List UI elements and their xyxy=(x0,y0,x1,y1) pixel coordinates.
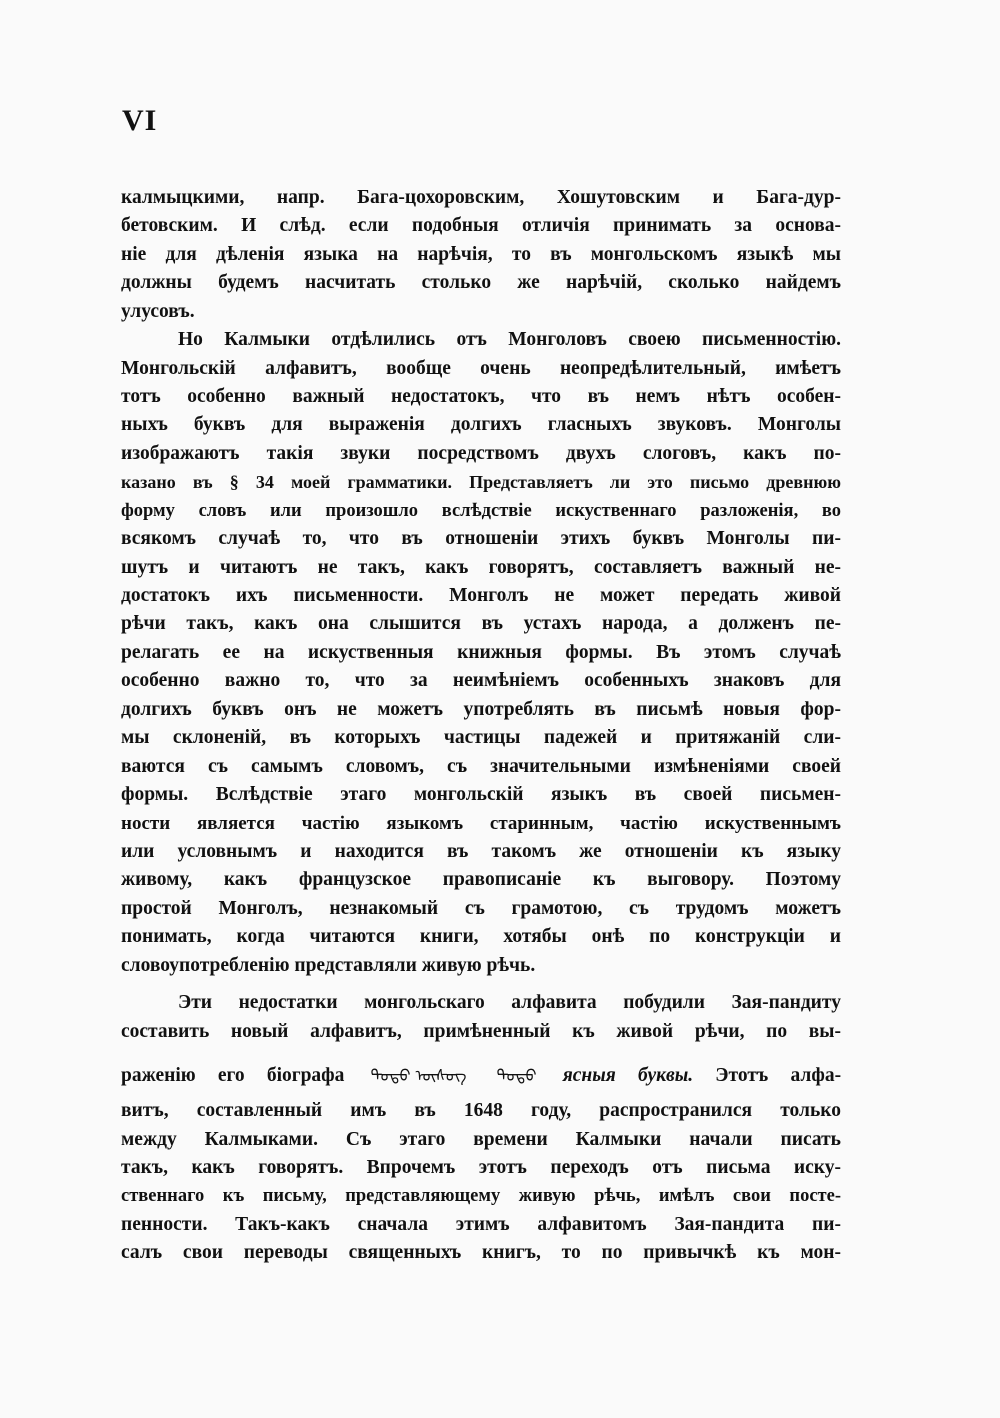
mongolian-script-small: ᠲᠣᠳᠣ xyxy=(496,1066,537,1085)
italic-text: ясныя буквы. xyxy=(562,1065,694,1086)
text-line: ваются съ самымъ словомъ, съ значительными измѣненіями своей xyxy=(121,756,841,777)
text-line: Монгольскій алфавитъ, вообще очень неопредѣлительный, имѣетъ xyxy=(121,358,841,379)
text-line: Но Калмыки отдѣлились отъ Монголовъ своею письменностію. xyxy=(178,329,841,350)
page-number: VI xyxy=(122,104,158,137)
text-line-with-mongol-script xyxy=(121,1064,841,1088)
mongolian-script: ᠲᠣᠳᠣ ᠦᠰᠦᠭ xyxy=(370,1066,467,1085)
text-line: ности является частію языкомъ старинным, частію искуственнымъ xyxy=(121,813,841,834)
text-line: живому, какъ французское правописаніе къ выговору. Поэтому xyxy=(121,869,841,890)
text-line: всякомъ случаѣ то, что въ отношеніи этихъ буквъ Монголы пи- xyxy=(121,528,841,549)
text-line: улусовъ. xyxy=(121,301,195,322)
text-line: Эти недостатки монгольскаго алфавита побудили Зая-пандиту xyxy=(178,992,841,1013)
text-line: изображаютъ такія звуки посредствомъ двухъ слоговъ, какъ по- xyxy=(121,443,841,464)
text-line: ніе для дѣленія языка на нарѣчія, то въ монгольскомъ языкѣ мы xyxy=(121,244,841,265)
text-line: между Калмыками. Съ этаго времени Калмыки начали писать xyxy=(121,1129,841,1150)
text-line: пенности. Такъ-какъ сначала этимъ алфавитомъ Зая-пандита пи- xyxy=(121,1214,841,1235)
text-line: витъ, составленный имъ въ 1648 году, распространился только xyxy=(121,1100,841,1121)
text-line: или условнымъ и находится въ такомъ же отношеніи къ языку xyxy=(121,841,841,862)
text-line: составить новый алфавитъ, примѣненный къ живой рѣчи, по вы- xyxy=(121,1021,841,1042)
text-line: ственнаго къ письму, представляющему живую рѣчь, имѣлъ свои посте- xyxy=(121,1186,841,1206)
text-line: понимать, когда читаются книги, хотябы онѣ по конструкціи и xyxy=(121,926,841,947)
text-line: простой Монголъ, незнакомый съ грамотою, съ трудомъ можетъ xyxy=(121,898,841,919)
text-line: релагать ее на искуственныя книжныя формы. Въ этомъ случаѣ xyxy=(121,642,841,663)
text-line: салъ свои переводы священныхъ книгъ, то по привычкѣ къ мон- xyxy=(121,1242,841,1263)
text-line: калмыцкими, напр. Бага-цохоровским, Хошутовским и Бага-дур- xyxy=(121,187,841,208)
text-line: словоупотребленію представляли живую рѣчь. xyxy=(121,955,536,976)
text-line: рѣчи такъ, какъ она слышится въ устахъ народа, а долженъ пе- xyxy=(121,613,841,634)
text-line: шутъ и читаютъ не такъ, какъ говорятъ, составляетъ важный не- xyxy=(121,557,841,578)
text-line: мы склоненій, въ которыхъ частицы падежей и притяжаній сли- xyxy=(121,727,841,748)
text-line: казано въ § 34 моей грамматики. Представляетъ ли это письмо древнюю xyxy=(121,472,841,492)
text-line: форму словъ или произошло вслѣдствіе искуственнаго разложенія, во xyxy=(121,501,841,521)
text-line: достатокъ ихъ письменности. Монголъ не может передать живой xyxy=(121,585,841,606)
text-line: бетовским. И слѣд. если подобныя отличія принимать за основа- xyxy=(121,215,841,236)
text-line: тотъ особенно важный недостатокъ, что въ немъ нѣтъ особен- xyxy=(121,386,841,407)
text-line: особенно важно то, что за неимѣніемъ особенныхъ знаковъ для xyxy=(121,670,841,691)
line-text: Этотъ алфа- xyxy=(715,1065,842,1086)
line-text: раженію его біографа xyxy=(121,1065,345,1086)
text-line: формы. Вслѣдствіе этаго монгольскій языкъ въ своей письмен- xyxy=(121,784,841,805)
text-line: ныхъ буквъ для выраженія долгихъ гласныхъ звуковъ. Монголы xyxy=(121,414,841,435)
text-line: должны будемъ насчитать столько же нарѣчій, сколько найдемъ xyxy=(121,272,841,293)
text-line: долгихъ буквъ онъ не можетъ употреблять въ письмѣ новыя фор- xyxy=(121,699,841,720)
text-line: такъ, какъ говорятъ. Впрочемъ этотъ переходъ отъ письма иску- xyxy=(121,1157,841,1178)
